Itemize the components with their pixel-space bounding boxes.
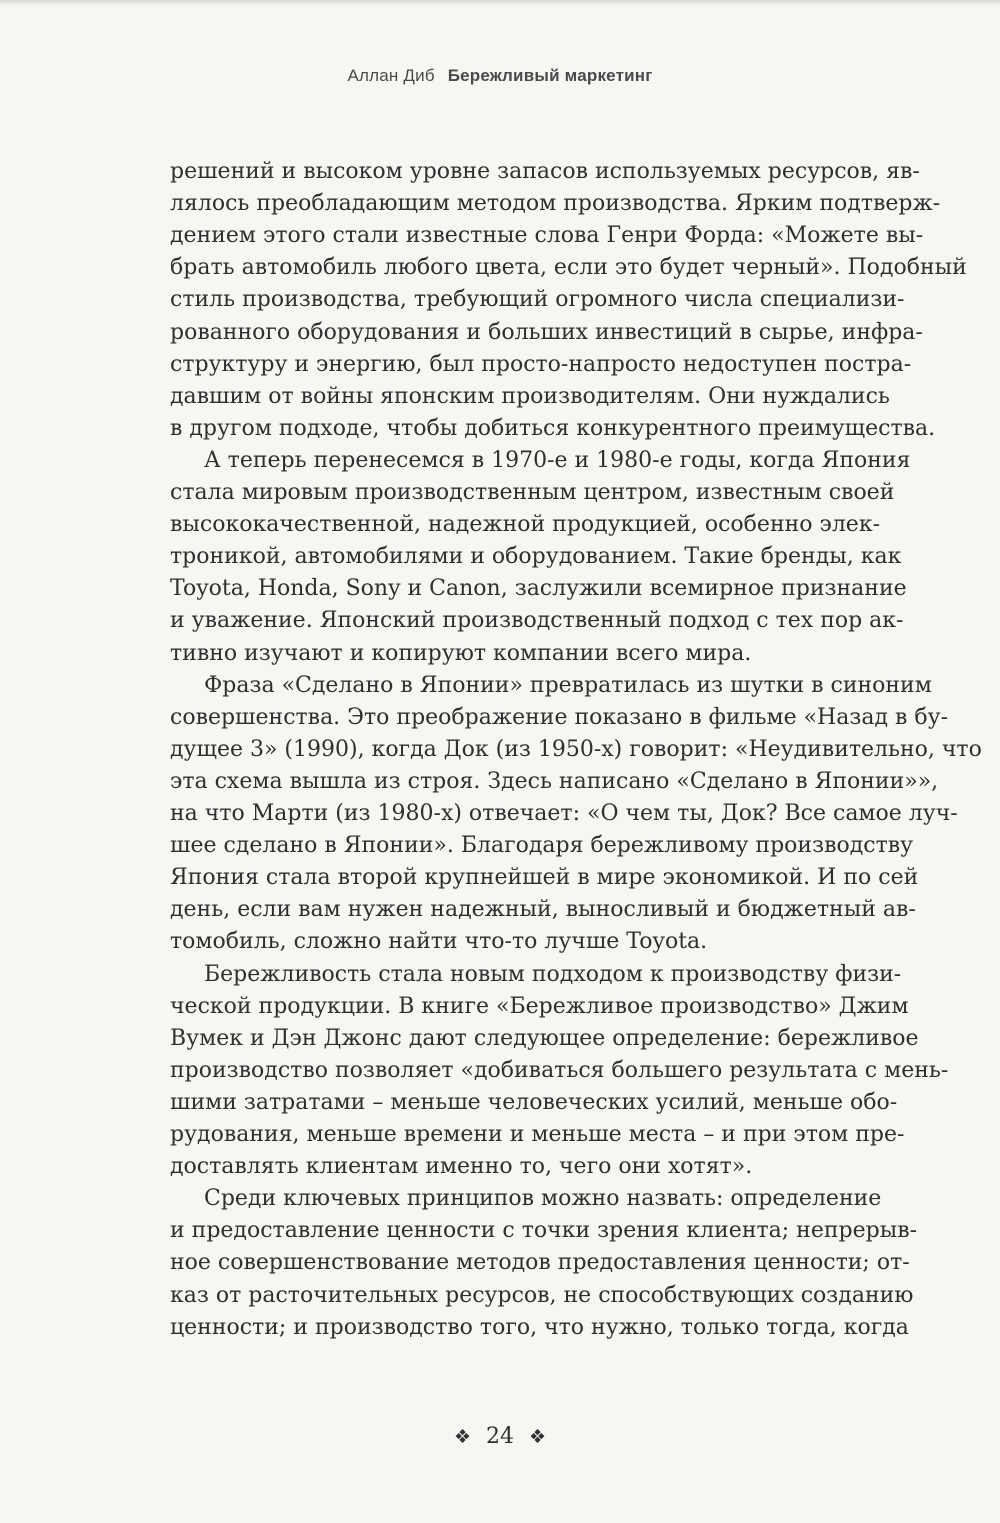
header-author: Аллан Диб [347, 66, 435, 85]
page-number: 24 [486, 1424, 514, 1449]
text-line: ческой продукции. В книге «Бережливое производство» Джим [170, 994, 909, 1019]
text-line: шими затратами – меньше человеческих усилий, меньше обо- [170, 1090, 898, 1115]
running-header [0, 66, 1000, 86]
text-line: томобиль, сложно найти что-то лучше Toyota. [170, 929, 708, 954]
text-line: Вумек и Дэн Джонс дают следующее определение: бережливое [170, 1026, 919, 1051]
text-line: совершенства. Это преображение показано в фильме «Назад в бу- [170, 705, 949, 730]
text-line: Фраза «Сделано в Японии» превратилась из шутки в синоним [204, 673, 932, 698]
header-book-title: Бережливый маркетинг [447, 66, 653, 85]
text-line: Среди ключевых принципов можно назвать: определение [204, 1186, 882, 1211]
text-line: рованного оборудования и больших инвестиций в сырье, инфра- [170, 320, 923, 345]
text-line: дущее 3» (1990), когда Док (из 1950-х) говорит: «Неудивительно, что [170, 737, 982, 762]
text-line: тивно изучают и копируют компании всего мира. [170, 641, 752, 666]
text-line: Япония стала второй крупнейшей в мире экономикой. И по сей [170, 865, 919, 890]
text-line: высококачественной, надежной продукцией, особенно элек- [170, 512, 881, 537]
text-line: стиль производства, требующий огромного числа специализи- [170, 287, 905, 312]
text-line: Бережливость стала новым подходом к производству физи- [204, 962, 902, 987]
text-line: брать автомобиль любого цвета, если это будет черный». Подобный [170, 255, 967, 280]
text-line: Toyota, Honda, Sony и Canon, заслужили всемирное признание [170, 576, 907, 601]
text-line: в другом подходе, чтобы добиться конкурентного преимущества. [170, 416, 936, 441]
ornament-right-icon: ❖ [529, 1426, 547, 1448]
text-line: стала мировым производственным центром, известным своей [170, 480, 895, 505]
text-line: А теперь перенесемся в 1970-е и 1980-е годы, когда Япония [204, 448, 911, 473]
text-line: дением этого стали известные слова Генри Форда: «Можете вы- [170, 223, 924, 248]
text-line: ценности; и производство того, что нужно, только тогда, когда [170, 1315, 909, 1340]
text-line: лялось преобладающим методом производства. Ярким подтверж- [170, 191, 941, 216]
text-line: ное совершенствование методов предоставления ценности; от- [170, 1250, 910, 1275]
text-line: рудования, меньше времени и меньше места – и при этом пре- [170, 1122, 905, 1147]
text-line: день, если вам нужен надежный, выносливый и бюджетный ав- [170, 897, 916, 922]
text-line: шее сделано в Японии». Благодаря бережливому производству [170, 833, 914, 858]
text-line: структуру и энергию, был просто-напросто недоступен постра- [170, 352, 912, 377]
page-footer [0, 1424, 1000, 1449]
page-top-edge [0, 0, 1000, 6]
text-line: каз от расточительных ресурсов, не способствующих созданию [170, 1283, 914, 1308]
text-line: и уважение. Японский производственный подход с тех пор ак- [170, 608, 904, 633]
text-line: давшим от войны японским производителям. Они нуждались [170, 384, 890, 409]
text-line: и предоставление ценности с точки зрения клиента; непрерыв- [170, 1218, 918, 1243]
text-line: троникой, автомобилями и оборудованием. Такие бренды, как [170, 544, 902, 569]
text-line: на что Марти (из 1980-х) отвечает: «О чем ты, Док? Все самое луч- [170, 801, 958, 826]
text-line: доставлять клиентам именно то, чего они хотят». [170, 1154, 753, 1179]
ornament-left-icon: ❖ [453, 1426, 471, 1448]
text-line: решений и высоком уровне запасов используемых ресурсов, яв- [170, 159, 920, 184]
text-line: эта схема вышла из строя. Здесь написано «Сделано в Японии»», [170, 769, 939, 794]
text-line: производство позволяет «добиваться большего результата с мень- [170, 1058, 949, 1083]
